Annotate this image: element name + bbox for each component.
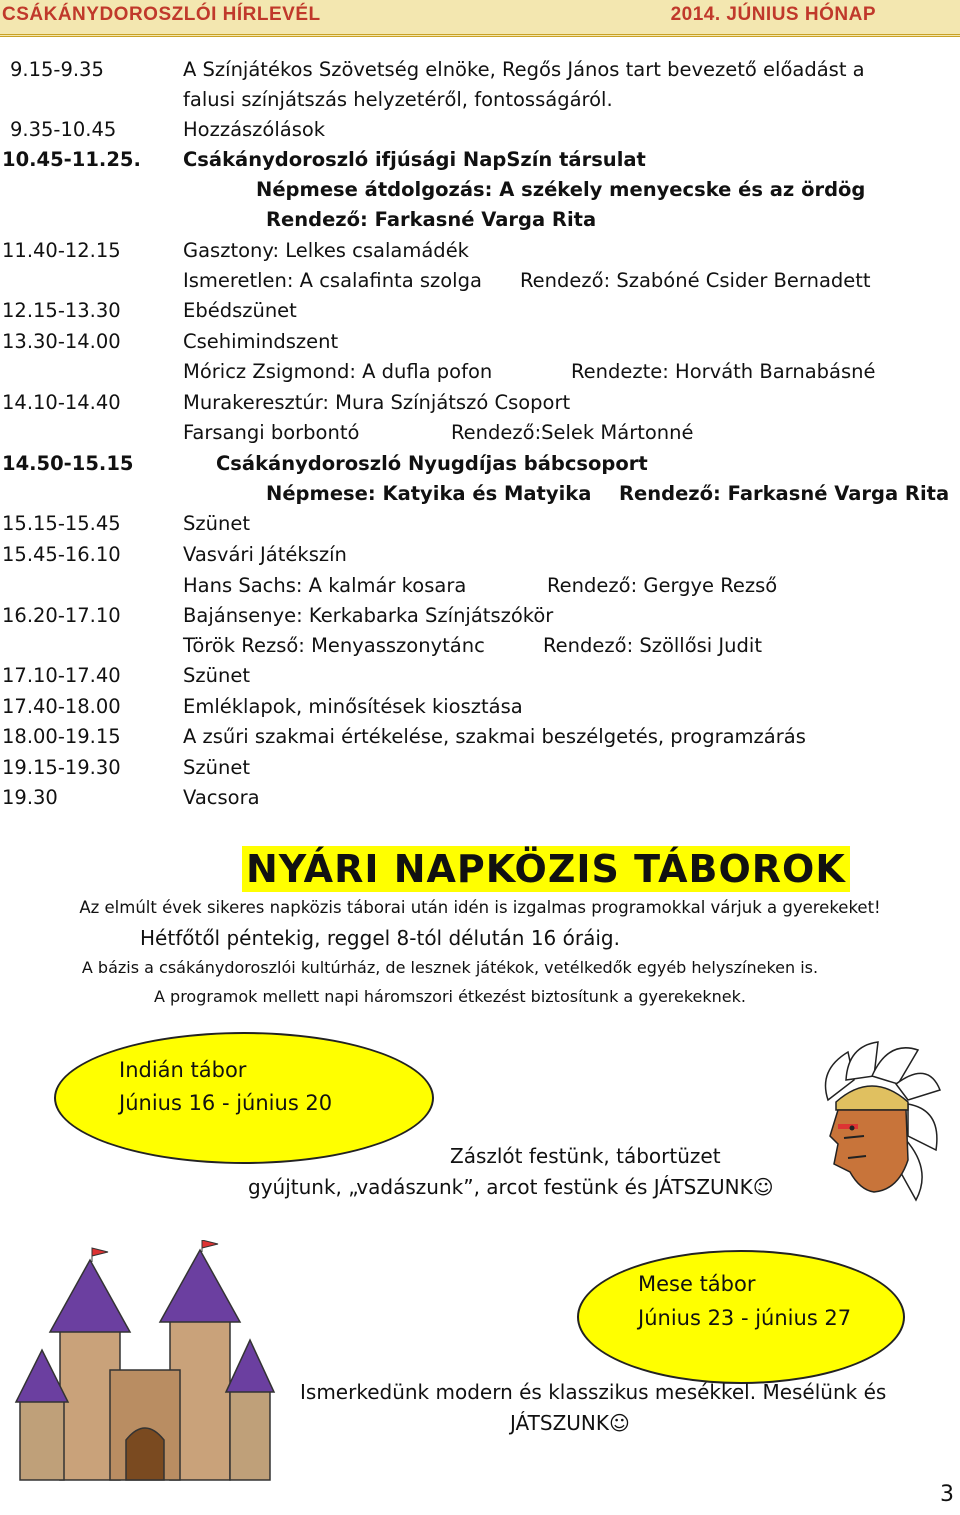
time: 19.15-19.30	[2, 756, 121, 779]
description: Hozzászólások	[183, 118, 326, 141]
time: 10.45-11.25.	[2, 148, 141, 171]
description: falusi színjátszás helyzetéről, fontosságáról.	[183, 88, 613, 111]
sub-line: Rendező: Farkasné Varga Rita	[266, 208, 597, 231]
issue-date: 2014. JÚNIUS HÓNAP	[670, 4, 876, 25]
sub-line: Móricz Zsigmond: A dufla pofon	[183, 360, 493, 383]
camp-title: NYÁRI NAPKÖZIS TÁBOROK	[242, 846, 850, 892]
time: 17.40-18.00	[2, 695, 121, 718]
time: 16.20-17.10	[2, 604, 121, 627]
tale-camp-name: Mese tábor	[638, 1272, 756, 1296]
newsletter-header	[0, 0, 960, 37]
description: Bajánsenye: Kerkabarka Színjátszókör	[183, 604, 554, 627]
time: 13.30-14.00	[2, 330, 121, 353]
director: Rendezte: Horváth Barnabásné	[571, 360, 876, 383]
sub-line: Hans Sachs: A kalmár kosara	[183, 574, 467, 597]
tale-camp-desc: JÁTSZUNK☺	[510, 1411, 630, 1435]
castle-illustration	[10, 1240, 280, 1510]
camp-meals: A programok mellett napi háromszori étkezést biztosítunk a gyerekeknek.	[154, 987, 746, 1006]
time: 15.15-15.45	[2, 512, 121, 535]
indian-camp-desc: Zászlót festünk, tábortüzet	[450, 1144, 721, 1168]
description: Gasztony: Lelkes csalamádék	[183, 239, 469, 262]
director: Rendező: Farkasné Varga Rita	[619, 482, 950, 505]
sub-line: Népmese: Katyika és Matyika	[266, 482, 592, 505]
time: 17.10-17.40	[2, 664, 121, 687]
description: Csákánydoroszló Nyugdíjas bábcsoport	[216, 452, 648, 475]
time: 18.00-19.15	[2, 725, 121, 748]
description: Csehimindszent	[183, 330, 339, 353]
tale-camp-date: Június 23 - június 27	[638, 1306, 852, 1330]
time: 11.40-12.15	[2, 239, 121, 262]
newsletter-title: CSÁKÁNYDOROSZLÓI HÍRLEVÉL	[2, 4, 321, 25]
time: 9.35-10.45	[10, 118, 117, 141]
description: Vasvári Játékszín	[183, 543, 347, 566]
camp-intro: Az elmúlt évek sikeres napközis táborai után idén is izgalmas programokkal várjuk a gyerekeket!	[79, 898, 881, 917]
time: 12.15-13.30	[2, 299, 121, 322]
time: 19.30	[2, 786, 58, 809]
tale-camp-desc: Ismerkedünk modern és klasszikus mesékkel. Mesélünk és	[300, 1380, 887, 1404]
description: Vacsora	[183, 786, 260, 809]
indian-chief-illustration	[808, 1040, 944, 1210]
description: Murakeresztúr: Mura Színjátszó Csoport	[183, 391, 571, 414]
camp-hours: Hétfőtől péntekig, reggel 8-tól délután 16 óráig.	[140, 926, 620, 950]
indian-camp-name: Indián tábor	[119, 1058, 247, 1082]
description: Szünet	[183, 664, 250, 687]
director: Rendező:Selek Mártonné	[451, 421, 694, 444]
time: 14.50-15.15	[2, 452, 134, 475]
description: Csákánydoroszló ifjúsági NapSzín társulat	[183, 148, 646, 171]
indian-camp-desc: gyújtunk, „vadászunk”, arcot festünk és JÁTSZUNK☺	[248, 1175, 774, 1199]
sub-line: Népmese átdolgozás: A székely menyecske és az ördög	[256, 178, 866, 201]
description: Emléklapok, minősítések kiosztása	[183, 695, 523, 718]
director: Rendező: Szabóné Csider Bernadett	[520, 269, 871, 292]
description: A zsűri szakmai értékelése, szakmai beszélgetés, programzárás	[183, 725, 806, 748]
description: Szünet	[183, 756, 250, 779]
camp-location: A bázis a csákánydoroszlói kultúrház, de lesznek játékok, vetélkedők egyéb helyszíneken is.	[81, 958, 819, 977]
sub-line: Török Rezső: Menyasszonytánc	[183, 634, 485, 657]
time: 9.15-9.35	[10, 58, 104, 81]
time: 15.45-16.10	[2, 543, 121, 566]
sub-line: Farsangi borbontó	[183, 421, 360, 444]
description: Szünet	[183, 512, 250, 535]
director: Rendező: Szöllősi Judit	[543, 634, 762, 657]
director: Rendező: Gergye Rezső	[547, 574, 778, 597]
description: Ebédszünet	[183, 299, 297, 322]
page-number: 3	[940, 1482, 954, 1507]
time: 14.10-14.40	[2, 391, 121, 414]
sub-line: Ismeretlen: A csalafinta szolga	[183, 269, 482, 292]
description: A Színjátékos Szövetség elnöke, Regős János tart bevezető előadást a	[183, 58, 865, 81]
indian-camp-date: Június 16 - június 20	[119, 1091, 333, 1115]
